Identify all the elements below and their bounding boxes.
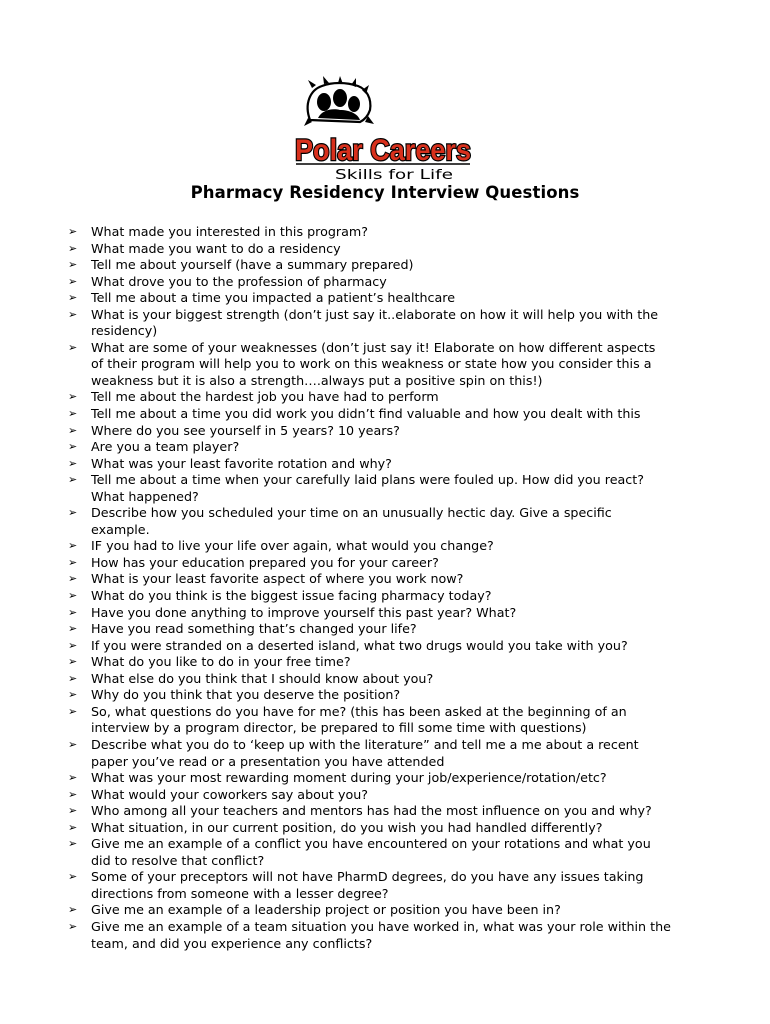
arrow-bullet-icon: ➢: [68, 307, 78, 321]
arrow-bullet-icon: ➢: [68, 539, 78, 553]
question-text-line: Describe what you do to ‘keep up with the literature” and tell me a me about a recent: [91, 736, 639, 752]
question-item: [68, 472, 738, 505]
question-text-line: Give me an example of a leadership project or position you have been in?: [91, 902, 561, 918]
question-text-line: Have you read something that’s changed your life?: [91, 621, 417, 637]
brand-tagline: Skills for Life: [335, 168, 453, 182]
question-text-line: What made you interested in this program?: [91, 224, 368, 239]
question-text-line: If you were stranded on a deserted island, what two drugs would you take with you?: [91, 637, 628, 653]
question-text-line: What do you like to do in your free time?: [91, 654, 351, 670]
question-list: [68, 224, 738, 952]
question-text-line: Tell me about a time when your carefully laid plans were fouled up. How did you react?: [91, 472, 644, 488]
question-item: [68, 820, 738, 837]
arrow-bullet-icon: ➢: [68, 655, 78, 669]
question-text-line: Tell me about a time you impacted a patient’s healthcare: [91, 290, 456, 306]
question-text-line: did to resolve that conflict?: [91, 852, 265, 868]
arrow-bullet-icon: ➢: [68, 605, 78, 619]
question-text-line: What made you want to do a residency: [91, 240, 341, 256]
arrow-bullet-icon: ➢: [68, 572, 78, 586]
arrow-bullet-icon: ➢: [68, 473, 78, 487]
arrow-bullet-icon: ➢: [68, 704, 78, 718]
question-text-line: What is your least favorite aspect of where you work now?: [91, 571, 464, 587]
question-text-line: What is your biggest strength (don’t just say it..elaborate on how it will help you with the: [91, 306, 659, 322]
question-text-line: example.: [91, 521, 150, 537]
question-item: [68, 671, 738, 688]
question-item: [68, 621, 738, 638]
question-item: [68, 919, 738, 952]
question-item: [68, 241, 738, 258]
question-text-line: Have you done anything to improve yourself this past year? What?: [91, 604, 517, 620]
question-item: [68, 456, 738, 473]
arrow-bullet-icon: ➢: [68, 820, 78, 834]
arrow-bullet-icon: ➢: [68, 622, 78, 636]
question-text-line: What would your coworkers say about you?: [91, 786, 368, 802]
arrow-bullet-icon: ➢: [68, 638, 78, 652]
arrow-bullet-icon: ➢: [68, 274, 78, 288]
question-text-line: What do you think is the biggest issue facing pharmacy today?: [91, 588, 492, 604]
question-text-line: What happened?: [91, 488, 199, 504]
question-item: [68, 869, 738, 902]
arrow-bullet-icon: ➢: [68, 555, 78, 569]
question-text-line: paper you’ve read or a presentation you have attended: [91, 753, 445, 769]
arrow-bullet-icon: ➢: [68, 589, 78, 603]
arrow-bullet-icon: ➢: [68, 423, 78, 437]
question-text-line: What else do you think that I should know about you?: [91, 670, 434, 686]
question-text-line: Who among all your teachers and mentors has had the most influence on you and why?: [91, 803, 652, 819]
arrow-bullet-icon: ➢: [68, 919, 78, 933]
question-item: [68, 538, 738, 555]
question-text-line: residency): [91, 323, 158, 339]
brand-wordmark: [295, 134, 471, 182]
question-item: [68, 836, 738, 869]
question-text-line: How has your education prepared you for your career?: [91, 554, 439, 570]
question-text-line: Why do you think that you deserve the position?: [91, 687, 401, 703]
polar-careers-logo: [288, 76, 478, 182]
question-text-line: Tell me about the hardest job you have had to perform: [91, 389, 439, 405]
arrow-bullet-icon: ➢: [68, 737, 78, 751]
brand-text: Polar Careers: [295, 134, 471, 167]
arrow-bullet-icon: ➢: [68, 870, 78, 884]
question-item: [68, 257, 738, 274]
question-item: [68, 902, 738, 919]
question-item: [68, 274, 738, 291]
question-text-line: team, and did you experience any conflicts?: [91, 935, 373, 951]
arrow-bullet-icon: ➢: [68, 903, 78, 917]
arrow-bullet-icon: ➢: [68, 837, 78, 851]
arrow-bullet-icon: ➢: [68, 804, 78, 818]
question-text-line: So, what questions do you have for me? (this has been asked at the beginning of an: [91, 703, 627, 719]
question-text-line: Are you a team player?: [91, 439, 240, 455]
page-title: Pharmacy Residency Interview Questions: [190, 183, 580, 202]
question-item: [68, 439, 738, 456]
question-item: [68, 389, 738, 406]
question-item: [68, 605, 738, 622]
arrow-bullet-icon: ➢: [68, 258, 78, 272]
arrow-bullet-icon: ➢: [68, 771, 78, 785]
question-item: [68, 803, 738, 820]
question-item: [68, 770, 738, 787]
arrow-bullet-icon: ➢: [68, 390, 78, 404]
arrow-bullet-icon: ➢: [68, 688, 78, 702]
arrow-bullet-icon: ➢: [68, 671, 78, 685]
question-text-line: Describe how you scheduled your time on an unusually hectic day. Give a specific: [91, 505, 612, 521]
question-item: [68, 505, 738, 538]
question-text-line: IF you had to live your life over again, what would you change?: [91, 538, 494, 554]
arrow-bullet-icon: ➢: [68, 340, 78, 354]
question-text-line: What situation, in our current position, do you wish you had handled differently?: [91, 819, 603, 835]
question-text-line: Tell me about a time you did work you didn’t find valuable and how you dealt with this: [91, 406, 641, 422]
arrow-bullet-icon: ➢: [68, 456, 78, 470]
bear-paw-icon: [304, 76, 374, 126]
question-item: [68, 224, 738, 241]
question-item: [68, 290, 738, 307]
question-text-line: weakness but it is also a strength….always put a positive spin on this!): [91, 372, 543, 388]
question-text-line: Where do you see yourself in 5 years? 10 years?: [91, 422, 400, 438]
question-text-line: What drove you to the profession of pharmacy: [91, 273, 387, 289]
arrow-bullet-icon: ➢: [68, 440, 78, 454]
arrow-bullet-icon: ➢: [68, 407, 78, 421]
arrow-bullet-icon: ➢: [68, 241, 78, 255]
question-item: [68, 588, 738, 605]
question-item: [68, 555, 738, 572]
question-item: [68, 340, 738, 390]
arrow-bullet-icon: ➢: [68, 787, 78, 801]
question-text-line: directions from someone with a lesser degree?: [91, 885, 389, 901]
question-text-line: of their program will help you to work on this weakness or state how you consider this a: [91, 356, 652, 372]
question-text-line: interview by a program director, be prepared to fill some time with questions): [91, 720, 587, 736]
question-item: [68, 571, 738, 588]
question-item: [68, 307, 738, 340]
question-item: [68, 638, 738, 655]
question-text-line: Tell me about yourself (have a summary prepared): [91, 257, 414, 273]
question-item: [68, 787, 738, 804]
arrow-bullet-icon: ➢: [68, 291, 78, 305]
question-text-line: What was your most rewarding moment during your job/experience/rotation/etc?: [91, 770, 607, 786]
question-text-line: Give me an example of a team situation you have worked in, what was your role within the: [91, 918, 671, 934]
question-item: [68, 423, 738, 440]
arrow-bullet-icon: ➢: [68, 506, 78, 520]
question-text-line: What was your least favorite rotation and why?: [91, 455, 392, 471]
question-item: [68, 704, 738, 737]
arrow-bullet-icon: ➢: [68, 225, 78, 238]
question-text-line: Some of your preceptors will not have PharmD degrees, do you have any issues taking: [91, 869, 644, 885]
question-text-line: Give me an example of a conflict you have encountered on your rotations and what you: [91, 836, 651, 852]
question-item: [68, 687, 738, 704]
question-item: [68, 737, 738, 770]
question-text-line: What are some of your weaknesses (don’t just say it! Elaborate on how different aspects: [91, 339, 656, 355]
question-item: [68, 654, 738, 671]
question-item: [68, 406, 738, 423]
